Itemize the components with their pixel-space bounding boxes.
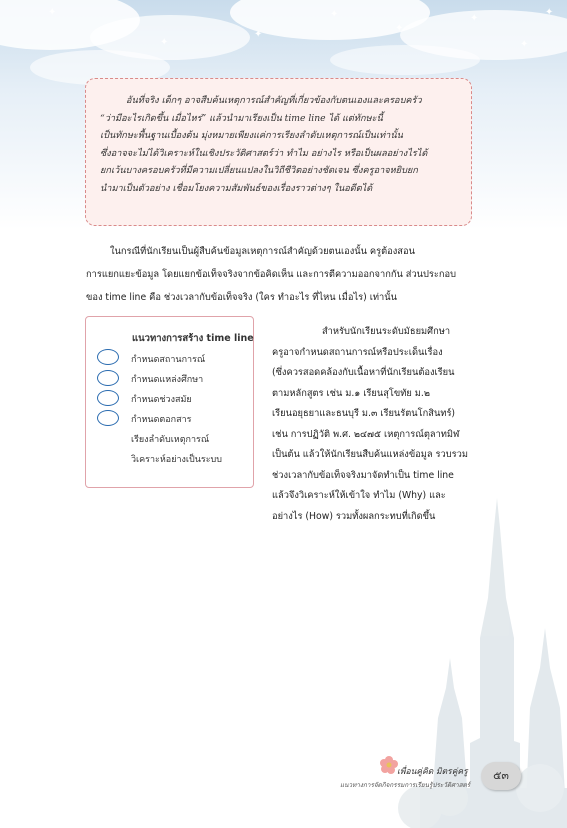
side-line: เช่น การปฏิวัติ พ.ศ. ๒๔๗๕ เหตุการณ์ตุลาทมิฬ [272,428,460,440]
page-number: ๕๓ [481,762,521,790]
footer-subtitle: แนวทางการจัดกิจกรรมการเรียนรู้ประวัติศาสตร์ [340,781,471,789]
quote-line: ยกเว้นบางครอบครัวที่มีความเปลี่ยนแปลงในวิถีชีวิตอย่างชัดเจน ซึ่งครูอาจหยิบยก [100,165,418,177]
side-line: ตามหลักสูตร เช่น ม.๑ เรียนสุโขทัย ม.๒ [272,387,430,399]
ring-icon [97,390,119,406]
guide-item: วิเคราะห์อย่างเป็นระบบ [131,455,222,465]
quote-line: นำมาเป็นตัวอย่าง เชื่อมโยงความสัมพันธ์ของเรื่องราวต่างๆ ในอดีตได้ [100,182,373,194]
side-line: เรียนอยุธยาและธนบุรี ม.๓ เรียนรัตนโกสินทร์) [272,408,456,419]
guide-item: กำหนดช่วงสมัย [131,395,192,405]
guide-item: กำหนดแหล่งศึกษา [131,375,204,385]
quote-line: เป็นทักษะพื้นฐานเบื้องต้น มุ่งหมายเพียงแค่การเรียงลำดับเหตุการณ์เป็นเท่านั้น [100,130,403,142]
quote-text [100,92,460,198]
guide-title: แนวทางการสร้าง time line [132,333,254,344]
ring-icon [97,410,119,426]
sky-background: ✦ ✦ ✦ ✦ ✦ ✦ ✦ ✦ [0,0,567,240]
side-line: สำหรับนักเรียนระดับมัธยมศึกษา [322,326,451,337]
side-line: เป็นต้น แล้วให้นักเรียนสืบค้นแหล่งข้อมูล รวบรวม [272,449,469,460]
quote-line: ซึ่งอาจจะไม่ได้วิเคราะห์ในเชิงประวัติศาสตร์ว่า ทำไม อย่างไร หรือเป็นผลอย่างไรได้ [100,147,428,159]
footer-title: เพื่อนคู่คิด มิตรคู่ครู [397,767,468,777]
side-line: ช่วงเวลากับข้อเท็จจริงมาจัดทำเป็น time line [272,469,454,481]
side-line: (ซึ่งควรสอดคล้องกับเนื้อหาที่นักเรียนต้องเรียน [272,367,455,378]
side-paragraph [272,322,484,527]
side-line: อย่างไร (How) รวมทั้งผลกระทบที่เกิดขึ้น [272,510,436,522]
paragraph-line: ของ time line คือ ช่วงเวลากับข้อเท็จจริง (ใคร ทำอะไร ที่ไหน เมื่อไร) เท่านั้น [86,292,397,303]
guide-item: เรียงลำดับเหตุการณ์ [131,435,210,445]
quote-line: อันที่จริง เด็กๆ อาจสืบค้นเหตุการณ์สำคัญที่เกี่ยวข้องกับตนเองและครอบครัว [126,95,422,106]
quote-line: “ว่ามีอะไรเกิดขึ้น เมื่อไหร่” แล้วนำมาเรียงเป็น time line ได้ แต่ทักษะนี้ [100,112,383,124]
main-paragraph [86,240,486,309]
side-line: แล้วจึงวิเคราะห์ให้เข้าใจ ทำไม (Why) และ [272,490,446,501]
ring-icon [97,370,119,386]
flower-icon [379,755,399,775]
guide-item: กำหนดสถานการณ์ [131,355,206,365]
paragraph-line: การแยกแยะข้อมูล โดยแยกข้อเท็จจริงจากข้อคิดเห็น และการตีความออกจากกัน ส่วนประกอบ [86,269,457,280]
guide-item: กำหนดตอกสาร [131,415,192,425]
ring-icon [97,349,119,365]
paragraph-line: ในกรณีที่นักเรียนเป็นผู้สืบค้นข้อมูลเหตุการณ์สำคัญด้วยตนเองนั้น ครูต้องสอน [110,246,415,257]
side-line: ครูอาจกำหนดสถานการณ์หรือประเด็นเรื่อง [272,346,443,358]
